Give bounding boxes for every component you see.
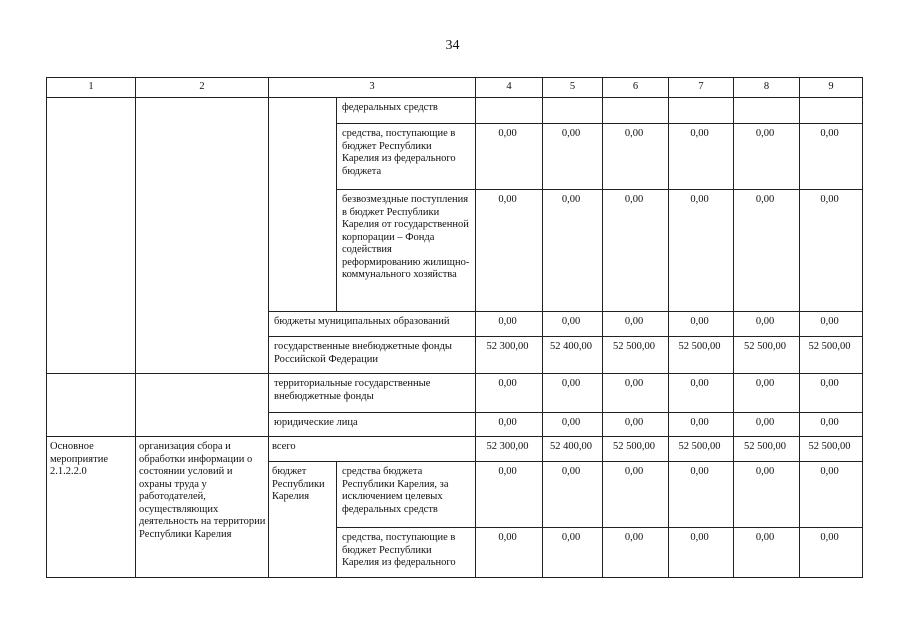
value-cell <box>669 98 734 124</box>
value-cell: 0,00 <box>669 312 734 337</box>
value-cell: 0,00 <box>543 124 603 190</box>
value-cell: 0,00 <box>734 312 800 337</box>
value-cell: 0,00 <box>800 462 863 528</box>
empty-cell <box>269 98 337 312</box>
value-cell: 52 500,00 <box>800 437 863 462</box>
value-cell: 0,00 <box>800 124 863 190</box>
row-label: средства, поступающие в бюджет Республики Карелия из федерального бюджета <box>337 124 476 190</box>
value-cell: 0,00 <box>543 528 603 578</box>
value-cell: 0,00 <box>669 528 734 578</box>
value-cell: 0,00 <box>669 462 734 528</box>
value-cell: 0,00 <box>734 190 800 312</box>
value-cell: 0,00 <box>543 374 603 413</box>
row-label: всего <box>269 437 476 462</box>
row-label: государственные внебюджетные фонды Российской Федерации <box>269 337 476 374</box>
header-row <box>47 78 863 98</box>
row-label: средства бюджета Республики Карелия, за исключением целевых федеральных средств <box>337 462 476 528</box>
value-cell <box>800 98 863 124</box>
header-cell: 5 <box>543 78 603 98</box>
value-cell: 0,00 <box>734 528 800 578</box>
header-cell: 9 <box>800 78 863 98</box>
budget-table <box>46 77 863 578</box>
value-cell: 0,00 <box>603 124 669 190</box>
value-cell: 52 500,00 <box>603 437 669 462</box>
value-cell: 0,00 <box>476 528 543 578</box>
header-cell: 8 <box>734 78 800 98</box>
value-cell: 0,00 <box>476 312 543 337</box>
value-cell: 0,00 <box>603 413 669 437</box>
budget-source: бюджет Республики Карелия <box>269 462 337 578</box>
value-cell: 52 300,00 <box>476 337 543 374</box>
value-cell: 0,00 <box>603 312 669 337</box>
value-cell: 0,00 <box>543 413 603 437</box>
value-cell: 0,00 <box>734 124 800 190</box>
value-cell: 0,00 <box>800 190 863 312</box>
value-cell: 52 500,00 <box>669 437 734 462</box>
empty-cell <box>136 98 269 374</box>
table-row <box>47 98 863 124</box>
table-row <box>47 374 863 413</box>
value-cell: 0,00 <box>734 462 800 528</box>
value-cell: 52 500,00 <box>669 337 734 374</box>
header-cell: 6 <box>603 78 669 98</box>
value-cell: 0,00 <box>543 462 603 528</box>
header-cell: 1 <box>47 78 136 98</box>
value-cell: 0,00 <box>603 528 669 578</box>
header-cell: 7 <box>669 78 734 98</box>
value-cell: 52 500,00 <box>734 337 800 374</box>
value-cell: 0,00 <box>476 374 543 413</box>
header-cell: 2 <box>136 78 269 98</box>
value-cell: 52 500,00 <box>603 337 669 374</box>
value-cell <box>476 98 543 124</box>
value-cell: 0,00 <box>603 374 669 413</box>
value-cell: 0,00 <box>669 413 734 437</box>
value-cell: 0,00 <box>476 124 543 190</box>
empty-cell <box>47 98 136 374</box>
value-cell: 0,00 <box>800 413 863 437</box>
value-cell: 0,00 <box>734 374 800 413</box>
row-label: юридические лица <box>269 413 476 437</box>
value-cell: 52 500,00 <box>734 437 800 462</box>
value-cell: 0,00 <box>476 462 543 528</box>
value-cell: 0,00 <box>734 413 800 437</box>
value-cell: 0,00 <box>800 374 863 413</box>
row-label: безвозмездные поступления в бюджет Республики Карелия от государственной корпорации – Фонда содействия реформированию жилищно-коммунального хозяйства <box>337 190 476 312</box>
value-cell: 0,00 <box>669 374 734 413</box>
value-cell: 0,00 <box>603 462 669 528</box>
value-cell <box>603 98 669 124</box>
header-cell: 3 <box>269 78 476 98</box>
activity-description: организация сбора и обработки информации о состоянии условий и охраны труда у работодателей, осуществляющих деятельность на территории Республики Карелия <box>136 437 269 578</box>
value-cell: 0,00 <box>476 190 543 312</box>
table-row <box>47 437 863 462</box>
value-cell: 0,00 <box>603 190 669 312</box>
activity-code: Основное мероприятие 2.1.2.2.0 <box>47 437 136 578</box>
value-cell: 0,00 <box>800 312 863 337</box>
value-cell: 0,00 <box>800 528 863 578</box>
value-cell: 52 400,00 <box>543 337 603 374</box>
value-cell <box>543 98 603 124</box>
value-cell: 52 500,00 <box>800 337 863 374</box>
page-number: 34 <box>445 38 460 53</box>
value-cell: 0,00 <box>543 190 603 312</box>
empty-cell <box>136 374 269 437</box>
value-cell: 52 400,00 <box>543 437 603 462</box>
value-cell: 0,00 <box>476 413 543 437</box>
row-label: федеральных средств <box>337 98 476 124</box>
row-label: бюджеты муниципальных образований <box>269 312 476 337</box>
row-label: территориальные государственные внебюджетные фонды <box>269 374 476 413</box>
value-cell: 0,00 <box>669 190 734 312</box>
value-cell <box>734 98 800 124</box>
value-cell: 0,00 <box>669 124 734 190</box>
value-cell: 0,00 <box>543 312 603 337</box>
empty-cell <box>47 374 136 437</box>
value-cell: 52 300,00 <box>476 437 543 462</box>
header-cell: 4 <box>476 78 543 98</box>
row-label: средства, поступающие в бюджет Республики Карелия из федерального <box>337 528 476 578</box>
